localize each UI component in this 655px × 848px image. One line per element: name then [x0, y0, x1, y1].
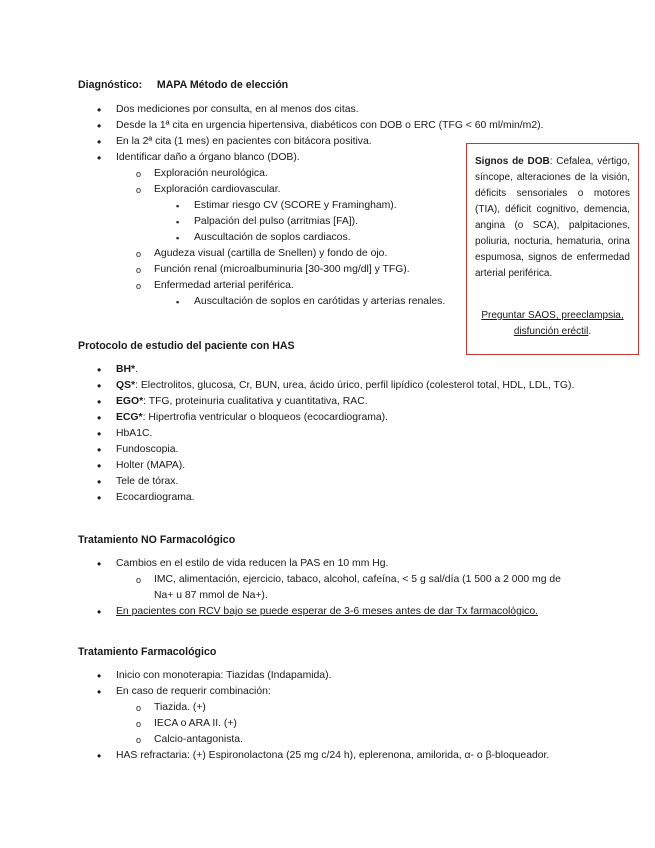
list-item: o Exploración cardiovascular.	[78, 182, 543, 198]
signos-dob-text	[475, 154, 630, 282]
signos-ask	[475, 308, 630, 340]
list-item	[78, 572, 561, 604]
list-item: • Cambios en el estilo de vida reducen la PAS en 10 mm Hg.	[78, 556, 561, 572]
list-item: • Inicio con monoterapia: Tiazidas (Indapamida).	[78, 668, 549, 684]
list-item	[78, 410, 574, 426]
list-item: ▪ Auscultación de soplos cardiacos.	[78, 230, 543, 246]
signos-dob-box	[466, 143, 639, 355]
ask-end: .	[588, 326, 592, 337]
ask-line-1: Preguntar SAOS, preeclampsia,	[481, 310, 624, 321]
farmacologico-list	[78, 668, 549, 764]
item-bold: EGO*	[116, 396, 144, 407]
signos-dob-body: : Cefalea, vértigo, síncope, alteraciones de la visión, déficits sensoriales o motores (TIA), déficit cognitivo, demencia, angina (o SCA), palpitaciones, poliuria, nocturia, hematuria, orina espumosa, signos de enfermedad arterial periférica.	[475, 156, 630, 279]
signos-dob-title: Signos de DOB	[475, 156, 550, 167]
list-item: • En caso de requerir combinación:	[78, 684, 549, 700]
list-item: o Tiazida. (+)	[78, 700, 549, 716]
list-item: o Función renal (microalbuminuria [30-300 mg/dl] y TFG).	[78, 262, 543, 278]
item-text: : TFG, proteinuria cualitativa y cuantitativa, RAC.	[143, 396, 368, 407]
diagnostico-label: Diagnóstico:	[78, 79, 143, 91]
list-item: ▪ Palpación del pulso (arritmias [FA]).	[78, 214, 543, 230]
list-item: • En la 2ª cita (1 mes) en pacientes con bitácora positiva.	[78, 134, 543, 150]
list-item: • Dos mediciones por consulta, en al menos dos citas.	[78, 102, 543, 118]
diagnostico-heading	[78, 77, 288, 93]
farmacologico-heading: Tratamiento Farmacológico	[78, 646, 217, 658]
list-item: • Tele de tórax.	[78, 474, 574, 490]
protocolo-heading: Protocolo de estudio del paciente con HAS	[78, 340, 295, 352]
list-item: o Calcio-antagonista.	[78, 732, 549, 748]
list-item: • HAS refractaria: (+) Espironolactona (25 mg c/24 h), eplerenona, amilorida, α- o β-bloqueador.	[78, 748, 549, 764]
list-item: • Identificar daño a órgano blanco (DOB).	[78, 150, 543, 166]
list-item: o Agudeza visual (cartilla de Snellen) y fondo de ojo.	[78, 246, 543, 262]
list-item: • Holter (MAPA).	[78, 458, 574, 474]
ask-line-2: disfunción eréctil	[513, 326, 589, 337]
item-bold: BH*	[116, 364, 136, 375]
list-item: • Desde la 1ª cita en urgencia hipertensiva, diabéticos con DOB o ERC (TFG < 60 ml/min/m2).	[78, 118, 543, 134]
item-bold: QS*	[116, 380, 136, 391]
sub-line-1: o IMC, alimentación, ejercicio, tabaco, alcohol, cafeína, < 5 g sal/día (1 500 a 2 000 mg de	[154, 574, 561, 585]
item-bold: ECG*	[116, 412, 143, 423]
no-farmacologico-heading: Tratamiento NO Farmacológico	[78, 534, 236, 546]
list-item: • HbA1C.	[78, 426, 574, 442]
list-item	[78, 362, 574, 378]
list-item	[78, 378, 574, 394]
item-text: .	[135, 364, 138, 375]
item-text: : Hipertrofia ventricular o bloqueos (ecocardiograma).	[142, 412, 389, 423]
item-text: : Electrolitos, glucosa, Cr, BUN, urea, ácido úrico, perfil lipídico (colesterol total, HDL, LDL, TG).	[135, 380, 575, 391]
sub-line-2: Na+ u 87 mmol de Na+).	[154, 590, 268, 601]
list-item	[78, 394, 574, 410]
list-item: • En pacientes con RCV bajo se puede esperar de 3-6 meses antes de dar Tx farmacológico.	[78, 604, 561, 620]
list-item: • Fundoscopia.	[78, 442, 574, 458]
list-item: o Exploración neurológica.	[78, 166, 543, 182]
no-farmacologico-list	[78, 556, 561, 620]
diagnostico-method: MAPA Método de elección	[156, 79, 289, 91]
list-item: o Enfermedad arterial periférica.	[78, 278, 543, 294]
list-item: ▪ Auscultación de soplos en carótidas y arterias renales.	[78, 294, 543, 310]
list-item: • Ecocardiograma.	[78, 490, 574, 506]
list-item: ▪ Estimar riesgo CV (SCORE y Framingham).	[78, 198, 543, 214]
list-item: o IECA o ARA II. (+)	[78, 716, 549, 732]
protocolo-list	[78, 362, 574, 506]
